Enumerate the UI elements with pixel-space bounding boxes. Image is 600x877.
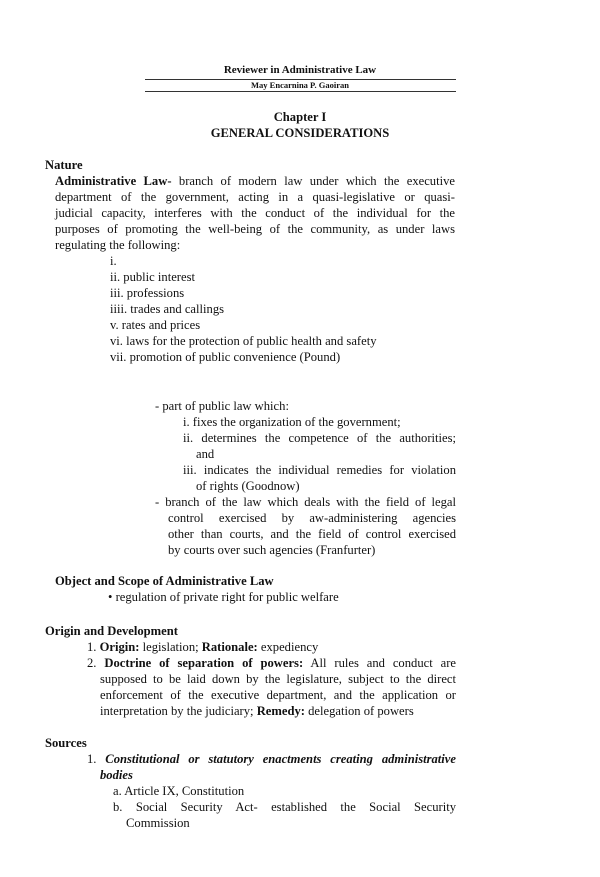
- chapter-title: GENERAL CONSIDERATIONS: [210, 126, 390, 140]
- sub-item-cont: Commission: [126, 816, 190, 830]
- numbered-item: [87, 655, 456, 671]
- list-item: iii. professions: [110, 286, 185, 300]
- section-heading-object-scope: Object and Scope of Administrative Law: [55, 574, 274, 588]
- item-number: 1.: [87, 640, 97, 654]
- public-law-item: iii. indicates the individual remedies for violation: [183, 463, 456, 477]
- public-law-item-cont: of rights (Goodnow): [196, 479, 300, 493]
- numbered-item-cont: enforcement of the executive department, and the application or: [100, 688, 456, 702]
- section-heading-sources: Sources: [45, 736, 87, 750]
- section-heading-origin: Origin and Development: [45, 624, 178, 638]
- item-text: delegation of powers: [308, 704, 414, 718]
- sub-item: b. Social Security Act- established the Social Security: [113, 800, 456, 814]
- list-item: v. rates and prices: [110, 318, 201, 332]
- term-administrative-law: Administrative Law-: [55, 174, 172, 188]
- nature-definition-line: [55, 173, 455, 189]
- document-author: May Encarnina P. Gaoiran: [251, 80, 349, 90]
- item-text: Constitutional or statutory enactments creating administrative: [105, 752, 456, 766]
- branch-definition-line: - branch of the law which deals with the field of legal: [155, 495, 456, 509]
- bullet-item: [108, 589, 339, 605]
- label-remedy: Remedy:: [256, 704, 305, 718]
- branch-definition-line: control exercised by aw-administering agencies: [168, 511, 456, 525]
- item-number: 2.: [87, 656, 97, 670]
- bullet-text: regulation of private right for public welfare: [115, 590, 339, 604]
- nature-definition-line: purposes of promoting the well-being of the community, as under laws: [55, 222, 455, 236]
- document-title: Reviewer in Administrative Law: [223, 64, 377, 76]
- list-item: vii. promotion of public convenience (Pound): [110, 350, 341, 364]
- item-text: All rules and conduct are: [310, 656, 456, 670]
- list-item: iiii. trades and callings: [110, 302, 225, 316]
- nature-definition-line: department of the government, acting in a quasi-legislative or quasi-: [55, 190, 455, 204]
- nature-definition-line: judicial capacity, interferes with the conduct of the individual for the: [55, 206, 455, 220]
- list-item: vi. laws for the protection of public health and safety: [110, 334, 377, 348]
- public-law-intro: - part of public law which:: [155, 399, 289, 413]
- public-law-item: i. fixes the organization of the government;: [183, 415, 401, 429]
- list-item: i.: [110, 254, 117, 268]
- branch-definition-line: other than courts, and the field of control exercised: [168, 527, 456, 541]
- numbered-item: [87, 639, 318, 655]
- numbered-item-cont: [100, 703, 414, 719]
- branch-definition-line: by courts over such agencies (Franfurter): [168, 543, 376, 557]
- numbered-item-cont: bodies: [100, 768, 133, 782]
- list-item: ii. public interest: [110, 270, 195, 284]
- label-origin: Origin:: [99, 640, 140, 654]
- header-divider: [145, 91, 456, 92]
- nature-definition-line: regulating the following:: [55, 238, 181, 252]
- label-rationale: Rationale:: [201, 640, 258, 654]
- public-law-item-cont: and: [196, 447, 215, 461]
- item-text: interpretation by the judiciary;: [100, 704, 254, 718]
- numbered-item-cont: supposed to be laid down by the legislature, subject to the direct: [100, 672, 456, 686]
- chapter-number: Chapter I: [273, 110, 327, 124]
- public-law-item: ii. determines the competence of the authorities;: [183, 431, 456, 445]
- definition-text: branch of modern law under which the executive: [178, 174, 455, 188]
- label-separation-of-powers: Doctrine of separation of powers:: [104, 656, 304, 670]
- item-text: expediency: [260, 640, 319, 654]
- numbered-item: [87, 751, 456, 767]
- sub-item: a. Article IX, Constitution: [113, 784, 245, 798]
- item-number: 1.: [87, 752, 97, 766]
- section-heading-nature: Nature: [45, 158, 83, 172]
- item-text: legislation;: [142, 640, 199, 654]
- bullet-icon: •: [108, 590, 113, 604]
